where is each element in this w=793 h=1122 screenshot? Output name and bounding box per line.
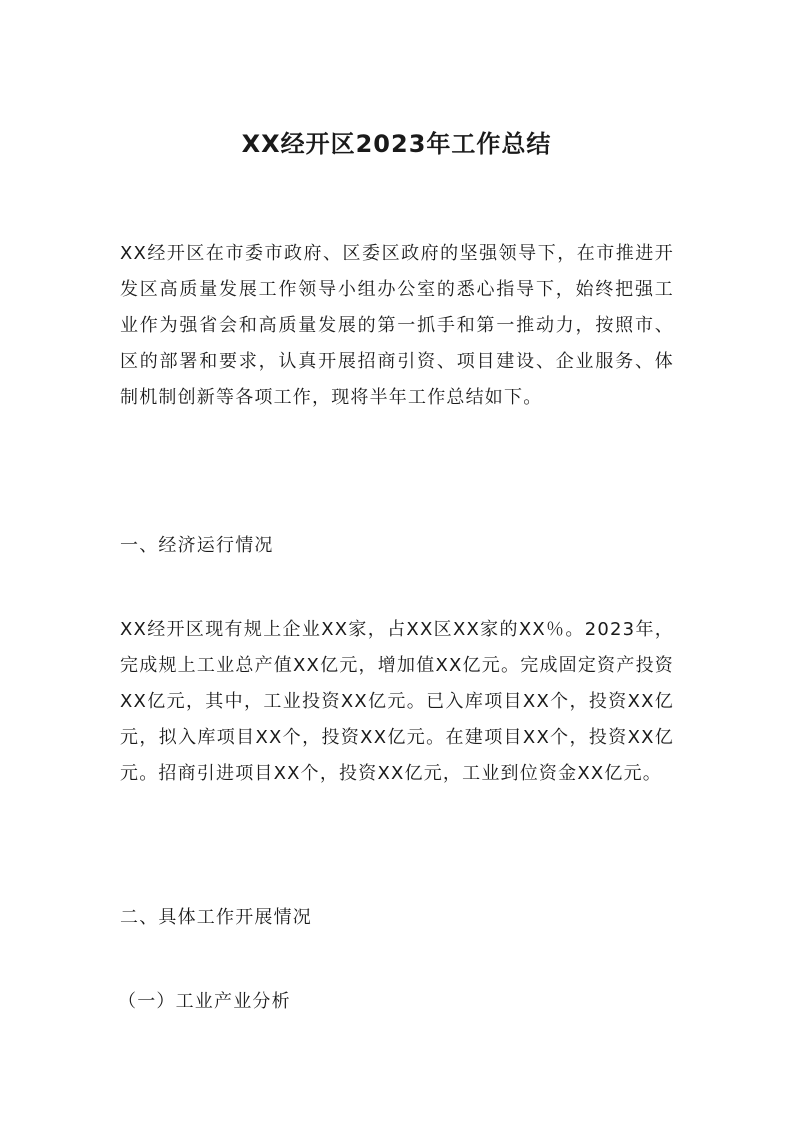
section-2-heading: 二、具体工作开展情况 — [120, 907, 312, 928]
section-1-body: XX经开区现有规上企业XX家，占XX区XX家的XX％。2023年，完成规上工业总产值XX亿元，增加值XX亿元。完成固定资产投资XX亿元，其中，工业投资XX亿元。已入库项目XX个，投资XX亿元，拟入库项目XX个，投资XX亿元。在建项目XX个，投资XX亿元。招商引进项目XX个，投资XX亿元，工业到位资金XX亿元。 — [120, 619, 674, 784]
document-title: XX经开区2023年工作总结 — [241, 130, 552, 158]
section-1-heading: 一、经济运行情况 — [120, 535, 274, 556]
subsection-1-heading: （一）工业产业分析 — [118, 991, 291, 1012]
intro-paragraph: XX经开区在市委市政府、区委区政府的坚强领导下，在市推进开发区高质量发展工作领导小组办公室的悉心指导下，始终把强工业作为强省会和高质量发展的第一抓手和第一推动力，按照市、区的部署和要求，认真开展招商引资、项目建设、企业服务、体制机制创新等各项工作，现将半年工作总结如下。 — [120, 243, 674, 408]
